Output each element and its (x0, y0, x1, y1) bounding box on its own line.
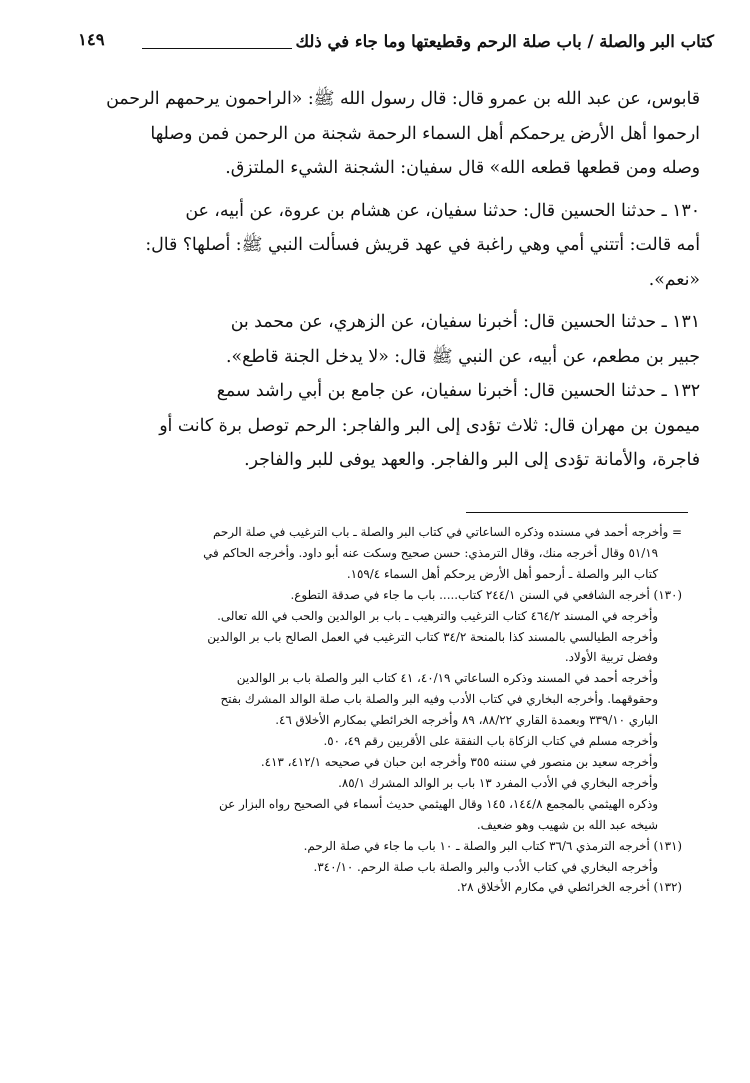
footnote-line: وأخرجه مسلم في كتاب الزكاة باب النفقة على الأقربين رقم ٤٩، ٥٠. (323, 734, 658, 749)
main-line: قابوس، عن عبد الله بن عمرو قال: قال رسول الله ﷺ: «الراحمون يرحمهم الرحمن (106, 89, 700, 109)
hadith-131-line: ١٣١ ـ حدثنا الحسين قال: أخبرنا سفيان، عن الزهري، عن محمد بن (230, 312, 700, 332)
header-rule (142, 48, 292, 49)
footnote-line: = وأخرجه أحمد في مسنده وذكره الساعاتي في كتاب البر والصلة ـ باب الترغيب في صلة الرحم (212, 525, 682, 539)
footnote-line: وذكره الهيثمي بالمجمع ١٤٤/٨، ١٤٥ وقال الهيثمي حديث أسماء في الصحيح رواه البزار عن (219, 796, 658, 811)
footnote-line: شيخه عبد الله بن شهيب وهو ضعيف. (476, 817, 658, 832)
footnote-line: (١٣٠) أخرجه الشافعي في السنن ٢٤٤/١ كتاب..... باب ما جاء في صدقة التطوع. (290, 587, 682, 602)
footnote-line: وأخرجه سعيد بن منصور في سننه ٣٥٥ وأخرجه ابن حبان في صحيحه ٤١٢/١، ٤١٣. (260, 754, 658, 769)
running-header (78, 26, 714, 66)
hadith-130-line: ١٣٠ ـ حدثنا الحسين قال: حدثنا سفيان، عن هشام بن عروة، عن أبيه، عن (185, 200, 700, 221)
footnote-line: وأخرجه البخاري في كتاب الأدب والبر والصلة باب صلة الرحم. ٣٤٠/١٠. (313, 859, 658, 874)
footnote-separator (466, 512, 688, 513)
hadith-132-line: ١٣٢ ـ حدثنا الحسين قال: أخبرنا سفيان، عن جامع بن أبي راشد سمع (216, 381, 700, 401)
footnote-line: وأخرجه أحمد في المسند وذكره الساعاتي ٤٠/١٩، ٤١ كتاب البر والصلة باب بر الوالدين (236, 671, 658, 686)
main-line: ميمون بن مهران قال: ثلاث تؤدى إلى البر والفاجر: الرحم توصل برة كانت أو (159, 415, 700, 436)
footnotes (68, 522, 682, 898)
main-line: جبير بن مطعم، عن أبيه، عن النبي ﷺ قال: «لا يدخل الجنة قاطع». (226, 346, 700, 367)
footnote-line: ٥١/١٩ وقال أخرجه منك، وقال الترمذي: حسن صحيح وسكت عنه أبو داود. وأخرجه الحاكم في (203, 545, 658, 560)
footnote-line: الباري ٣٣٩/١٠ وبعمدة القاري ٨٨/٢٢، ٨٩ وأخرجه الخرائطي بمكارم الأخلاق ٤٦. (275, 713, 658, 728)
main-text (70, 82, 700, 478)
footnote-line: كتاب البر والصلة ـ أرحمو أهل الأرض يرحكم أهل السماء ١٥٩/٤. (346, 566, 658, 581)
main-line: أمه قالت: أتتني أمي وهي راغبة في عهد قريش فسألت النبي ﷺ: أصلها؟ قال: (145, 235, 700, 255)
footnote-line: وحقوقهما. وأخرجه البخاري في كتاب الأدب وفيه البر والصلة باب صلة الوالد المشرك بفتح (220, 692, 658, 707)
footnote-line: وأخرجه في المسند ٤٦٤/٢ كتاب الترغيب والترهيب ـ باب بر الوالدين والحب في الله تعالى. (217, 608, 658, 623)
footnote-line: وأخرجه الطيالسي بالمسند كذا بالمنحة ٣٤/٢ كتاب الترغيب في العمل الصالح باب بر الوالدين (207, 629, 658, 644)
footnote-line: وأخرجه البخاري في الأدب المفرد ١٣ باب بر الوالد المشرك ٨٥/١. (338, 775, 658, 790)
main-line: وصله ومن قطعها قطعه الله» قال سفيان: الشجنة الشيء الملتزق. (225, 158, 700, 178)
footnote-line: وفضل تربية الأولاد. (564, 650, 658, 665)
main-line: فاجرة، والأمانة تؤدى إلى البر والفاجر. والعهد يوفى للبر والفاجر. (244, 450, 700, 470)
footnote-line: (١٣٢) أخرجه الخرائطي في مكارم الأخلاق ٢٨. (456, 880, 682, 895)
main-line: «نعم». (648, 269, 700, 290)
footnote-line: (١٣١) أخرجه الترمذي ٣٦/٦ كتاب البر والصلة ـ ١٠ باب ما جاء في صلة الرحم. (303, 838, 682, 853)
main-line: ارحموا أهل الأرض يرحمكم أهل السماء الرحمة شجنة من الرحمن فمن وصلها (150, 123, 700, 144)
page-number: ١٤٩ (78, 30, 105, 49)
header-title: كتاب البر والصلة / باب صلة الرحم وقطيعتها وما جاء في ذلك (295, 32, 714, 51)
